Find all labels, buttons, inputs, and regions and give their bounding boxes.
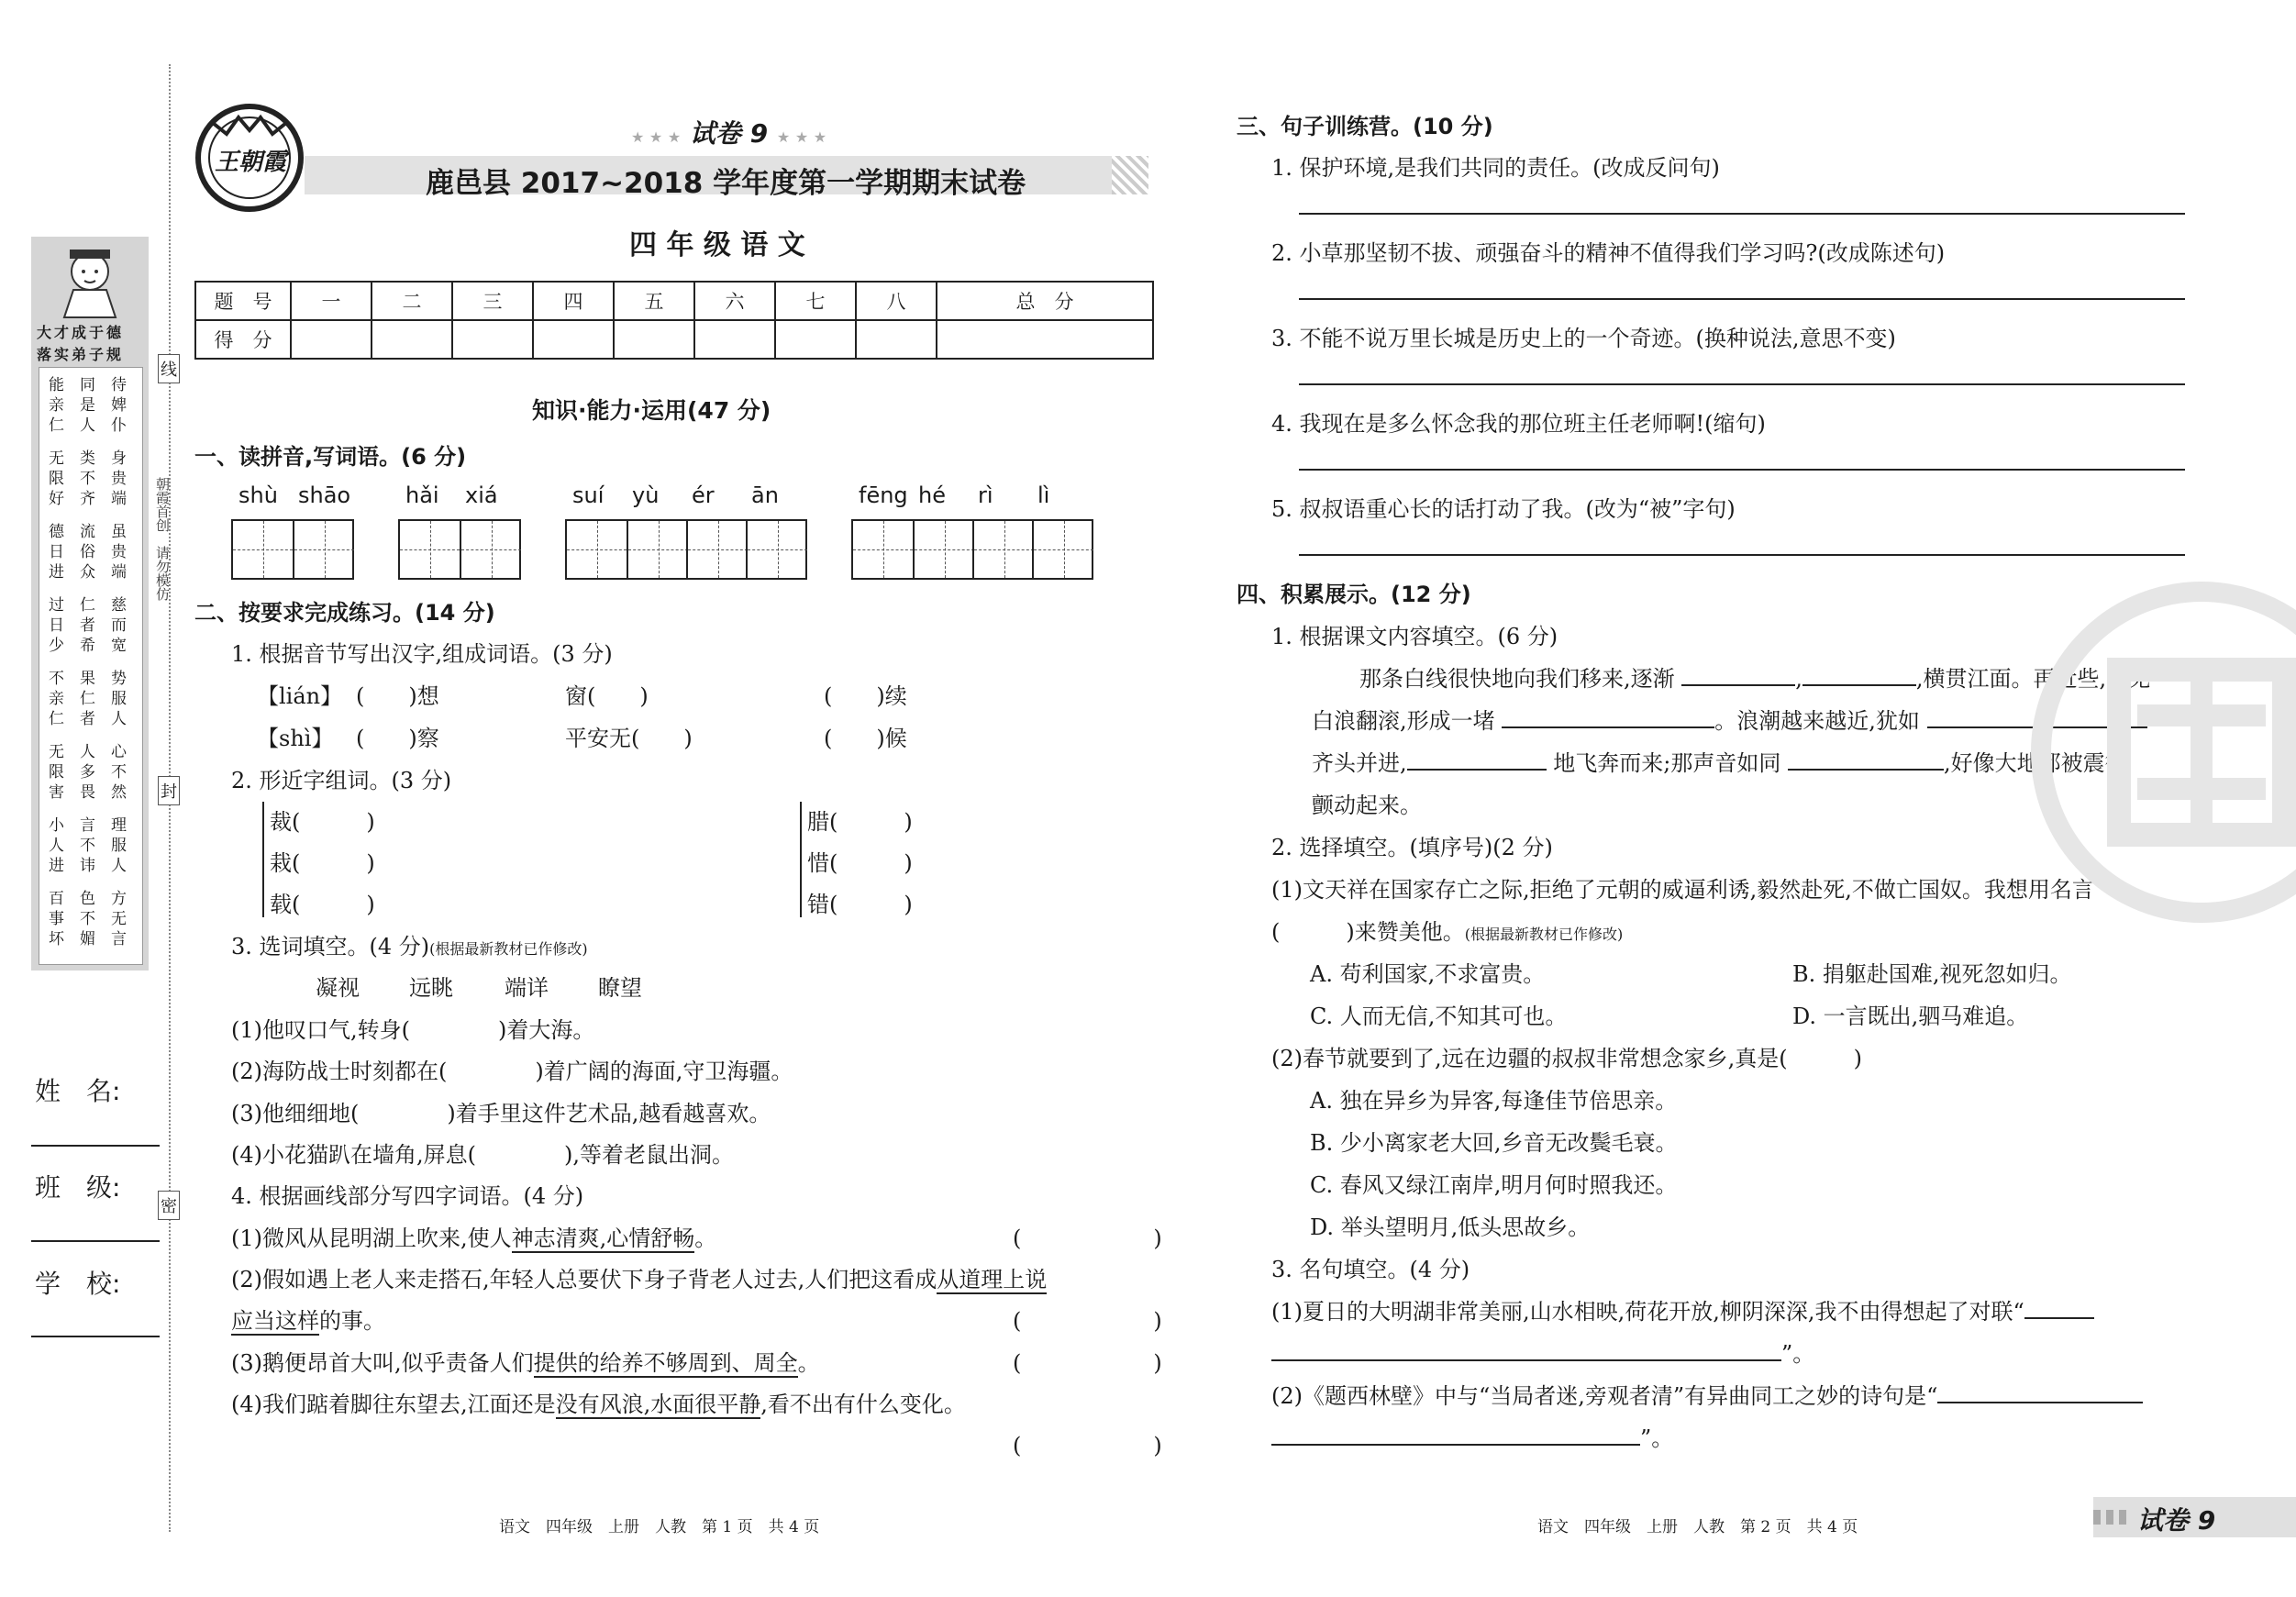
q4-s2-q1-opt-a: A. 苟利国家,不求富贵。 bbox=[1310, 961, 1546, 987]
writing-cell[interactable] bbox=[567, 521, 627, 578]
q4-s2-q2[interactable]: (2)春节就要到了,远在边疆的叔叔非常想念家乡,真是( ) bbox=[1271, 1046, 1862, 1071]
q2-s4-i4-a: (4)我们踮着脚往东望去,江面还是 bbox=[231, 1392, 556, 1417]
poem-column: 虽贵端 bbox=[111, 523, 127, 582]
poem-column: 百事坏 bbox=[49, 890, 64, 948]
q4-p1-c: ,横贯江面。再近些,只见 bbox=[1915, 666, 2151, 692]
q2-s1-r2-tag: 【shì】 bbox=[257, 726, 334, 751]
poem-column: 仁者希 bbox=[80, 596, 95, 655]
school-label: 学 校: bbox=[35, 1269, 121, 1299]
pinyin-syllable: suí bbox=[572, 482, 605, 508]
q4-s2-title: 2. 选择填空。(填序号)(2 分) bbox=[1271, 835, 1553, 860]
writing-grid[interactable] bbox=[565, 519, 807, 580]
score-cell[interactable] bbox=[372, 320, 452, 359]
q2-s1-r2-c[interactable]: ( )候 bbox=[824, 726, 907, 751]
q3-answer-4[interactable] bbox=[1299, 469, 2185, 471]
q2-s4-i1-a: (1)微风从昆明湖上吹来,使人 bbox=[231, 1225, 512, 1251]
q4-s2-q2-opt-d: D. 举头望明月,低头思故乡。 bbox=[1310, 1214, 1591, 1240]
guide-line bbox=[263, 521, 264, 578]
q4-s3-q2-a: (2)《题西林壁》中与“当局者迷,旁观者清”有异曲同工之妙的诗句是“ bbox=[1271, 1383, 1938, 1409]
pinyin-syllable: shù bbox=[238, 482, 278, 508]
poem-column: 理服人 bbox=[111, 816, 127, 875]
q4-s2-q1-b[interactable]: ( )来赞美他。 bbox=[1271, 919, 1465, 945]
q4-s1-title: 1. 根据课文内容填空。(6 分) bbox=[1271, 624, 1558, 649]
part-title: 知识·能力·运用(47 分) bbox=[532, 397, 771, 424]
guide-line bbox=[325, 521, 326, 578]
q2-s2-r3[interactable]: 错( ) bbox=[807, 892, 913, 917]
score-head-cell: 一 bbox=[291, 282, 372, 320]
q2-s4-item-2 bbox=[231, 1261, 1047, 1293]
q4-s3-blank-3[interactable] bbox=[1937, 1402, 2143, 1403]
score-cell[interactable] bbox=[775, 320, 856, 359]
pinyin-syllable: yù bbox=[632, 482, 660, 508]
scholar-figure-icon bbox=[51, 244, 128, 319]
q2-s2-l2[interactable]: 栽( ) bbox=[270, 850, 375, 876]
fold-mark-1: 线 bbox=[158, 354, 180, 383]
writing-cell[interactable] bbox=[972, 521, 1034, 578]
class-label: 班 级: bbox=[35, 1172, 121, 1203]
q4-s2-q2-opt-c: C. 春风又绿江南岸,明月何时照我还。 bbox=[1310, 1172, 1678, 1198]
q2-s4-i2-a: (2)假如遇上老人来走搭石,年轻人总要伏下身子背老人过去,人们把这看成 bbox=[231, 1267, 937, 1292]
guide-line bbox=[492, 521, 493, 578]
writing-cell[interactable] bbox=[853, 521, 913, 578]
q2-s4-i4-u: 没有风浪,水面很平静 bbox=[555, 1392, 761, 1417]
q4-s2-q1-note: (根据最新教材已作修改) bbox=[1464, 926, 1624, 943]
poem-column: 不亲仁 bbox=[49, 670, 64, 728]
q4-s3-q1-line2 bbox=[1271, 1336, 1814, 1368]
writing-cell[interactable] bbox=[746, 521, 807, 578]
logo-text: 王朝霞 bbox=[215, 149, 287, 176]
writing-grid[interactable] bbox=[231, 519, 354, 580]
q4-blank-3[interactable] bbox=[1502, 726, 1714, 728]
writing-cell[interactable] bbox=[913, 521, 974, 578]
score-cell[interactable] bbox=[291, 320, 372, 359]
writing-cell[interactable] bbox=[686, 521, 748, 578]
score-cell[interactable] bbox=[856, 320, 937, 359]
guide-line bbox=[718, 521, 719, 578]
poem-column: 小人进 bbox=[49, 816, 64, 875]
q3-item-2: 2. 小草那坚韧不拔、顽强奋斗的精神不值得我们学习吗?(改成陈述句) bbox=[1271, 240, 1946, 266]
score-head-cell: 六 bbox=[694, 282, 775, 320]
score-head-cell: 四 bbox=[533, 282, 614, 320]
q4-s2-q1-a: (1)文天祥在国家存亡之际,拒绝了元朝的威逼利诱,毅然赴死,不做亡国奴。我想用名言 bbox=[1271, 877, 2094, 903]
q2-s4-i2-b: 的事。 bbox=[319, 1308, 385, 1334]
pinyin-syllable: hé bbox=[918, 482, 946, 508]
q4-s3-q1-b: ”。 bbox=[1781, 1341, 1815, 1367]
sidebar-motto-box bbox=[31, 237, 149, 970]
pinyin-syllable: lì bbox=[1037, 482, 1050, 508]
q4-p3-c: ,好像大地都被震得 bbox=[1944, 750, 2127, 776]
q2-s4-title: 4. 根据画线部分写四字词语。(4 分) bbox=[231, 1183, 584, 1209]
fold-note: 朝霞首创 请勿模仿 bbox=[154, 477, 171, 601]
q2-s4-i4-b: ,看不出有什么变化。 bbox=[760, 1392, 966, 1417]
fold-mark-3: 密 bbox=[158, 1191, 180, 1220]
q2-s4-i3-b: 。 bbox=[797, 1350, 820, 1376]
score-cell[interactable] bbox=[694, 320, 775, 359]
pinyin-syllable: ér bbox=[692, 482, 715, 508]
q4-s2-q1-opt-c: C. 人而无信,不知其可也。 bbox=[1310, 1004, 1568, 1029]
poem-column: 方无言 bbox=[111, 890, 127, 948]
q2-s1-r1-tag: 【lián】 bbox=[257, 683, 343, 709]
q4-s2-q2-opt-a: A. 独在异乡为异客,每逢佳节倍思亲。 bbox=[1310, 1088, 1678, 1114]
q4-s2-q1-b-wrap bbox=[1271, 914, 1623, 946]
sidebar-poem bbox=[39, 367, 143, 965]
q2-s3-item-2[interactable]: (2)海防战士时刻都在( )着广阔的海面,守卫海疆。 bbox=[231, 1059, 793, 1084]
q2-s2-l3[interactable]: 载( ) bbox=[270, 892, 375, 917]
poem-column: 果仁者 bbox=[80, 670, 95, 728]
corner-squares bbox=[2093, 1510, 2130, 1525]
sidebar-motto-2: 落实弟子规 bbox=[37, 346, 125, 363]
q2-s4-item-3 bbox=[231, 1345, 820, 1377]
q2-s4-i3-a: (3)鹅便昂首大叫,似乎责备人们 bbox=[231, 1350, 534, 1376]
q2-s1-r2-b[interactable]: 平安无( ) bbox=[565, 726, 693, 751]
pinyin-syllable: xiá bbox=[465, 482, 498, 508]
q2-s4-i3-u: 提供的给养不够周到、周全 bbox=[533, 1350, 798, 1376]
q2-s4-paren-2[interactable]: ( ) bbox=[1013, 1308, 1162, 1334]
q4-blank-1[interactable] bbox=[1681, 684, 1795, 686]
q3-item-1: 1. 保护环境,是我们共同的责任。(改成反问句) bbox=[1271, 155, 1720, 181]
q2-s4-item-4 bbox=[231, 1386, 966, 1418]
q4-title: 四、积累展示。(12 分) bbox=[1237, 582, 1471, 607]
score-table bbox=[194, 281, 1154, 360]
score-cell[interactable] bbox=[452, 320, 533, 359]
q2-s3-item-1[interactable]: (1)他叹口气,转身( )着大海。 bbox=[231, 1017, 595, 1043]
q3-answer-2[interactable] bbox=[1299, 298, 2185, 300]
q3-item-5: 5. 叔叔语重心长的话打动了我。(改为“被”字句) bbox=[1271, 496, 1736, 522]
pinyin-syllable: hǎi bbox=[405, 482, 439, 508]
q2-s1-r1-b[interactable]: 窗( ) bbox=[565, 683, 649, 709]
score-head-cell: 五 bbox=[614, 282, 694, 320]
q2-s4-i2-u2: 应当这样 bbox=[231, 1308, 319, 1334]
q2-s4-i2-u1: 从道理上说 bbox=[937, 1267, 1048, 1292]
banner-pattern bbox=[1112, 156, 1148, 194]
q4-s2-q1-opt-d: D. 一言既出,驷马难追。 bbox=[1792, 1004, 2029, 1029]
q2-s3-word-1: 凝视 bbox=[316, 975, 360, 1001]
guide-line bbox=[659, 521, 660, 578]
score-cell[interactable] bbox=[533, 320, 614, 359]
pinyin-syllable: shāo bbox=[298, 482, 351, 508]
q4-s1-p4: 颤动起来。 bbox=[1312, 793, 1422, 818]
poem-column: 能亲仁 bbox=[49, 376, 64, 435]
q2-s2-r2[interactable]: 惜( ) bbox=[807, 850, 913, 876]
exam-subtitle: 四 年 级 语 文 bbox=[629, 229, 805, 261]
q2-s3-title-text: 3. 选词填空。(4 分) bbox=[231, 934, 430, 959]
writing-cell[interactable] bbox=[400, 521, 460, 578]
q2-s4-item-1 bbox=[231, 1220, 716, 1252]
poem-column: 色不媚 bbox=[80, 890, 95, 948]
q3-title: 三、句子训练营。(10 分) bbox=[1237, 114, 1493, 139]
right-footer: 语文 四年级 上册 人教 第 2 页 共 4 页 bbox=[1537, 1518, 1858, 1536]
guide-line bbox=[883, 521, 884, 578]
score-cell[interactable] bbox=[614, 320, 694, 359]
q2-s4-paren-1[interactable]: ( ) bbox=[1013, 1225, 1162, 1251]
q4-p2-a: 白浪翻滚,形成一堵 bbox=[1312, 708, 1495, 734]
q4-blank-5[interactable] bbox=[1407, 769, 1547, 771]
q4-p2-b: 。浪潮越来越近,犹如 bbox=[1714, 708, 1920, 734]
q3-item-3: 3. 不能不说万里长城是历史上的一个奇迹。(换种说法,意思不变) bbox=[1271, 326, 1896, 351]
sidebar-motto-1: 大才成于德 bbox=[37, 324, 125, 341]
guide-line bbox=[430, 521, 431, 578]
q2-title: 二、按要求完成练习。(14 分) bbox=[194, 600, 495, 626]
pinyin-syllable: fēng bbox=[859, 482, 908, 508]
q2-s3-word-2: 远眺 bbox=[409, 975, 453, 1001]
poem-column: 同是人 bbox=[80, 376, 95, 435]
q4-p1-b: , bbox=[1795, 666, 1802, 692]
q2-s4-item-2b bbox=[231, 1303, 385, 1335]
q2-s3-word-3: 端详 bbox=[505, 975, 549, 1001]
writing-cell[interactable] bbox=[460, 521, 521, 578]
score-value-row bbox=[195, 320, 1153, 359]
writing-grid[interactable] bbox=[851, 519, 1093, 580]
q2-s2-l1[interactable]: 裁( ) bbox=[270, 809, 375, 835]
q4-s3-title: 3. 名句填空。(4 分) bbox=[1271, 1257, 1470, 1282]
q4-s3-blank-2[interactable] bbox=[1271, 1359, 1781, 1361]
q2-s3-item-4[interactable]: (4)小花猫趴在墙角,屏息( ),等着老鼠出洞。 bbox=[231, 1142, 734, 1168]
guide-line bbox=[597, 521, 598, 578]
q2-s4-paren-4[interactable]: ( ) bbox=[1013, 1433, 1162, 1458]
q4-s1-p2 bbox=[1312, 703, 2147, 735]
score-head-cell: 八 bbox=[856, 282, 937, 320]
score-cell[interactable] bbox=[937, 320, 1153, 359]
q2-s1-r1-a[interactable]: ( )想 bbox=[356, 683, 439, 709]
q4-s3-q2-line2 bbox=[1271, 1420, 1673, 1452]
poem-column: 过日少 bbox=[49, 596, 64, 655]
q4-s2-q1-opt-b: B. 捐躯赴国难,视死忽如归。 bbox=[1792, 961, 2072, 987]
score-head-cell: 七 bbox=[775, 282, 856, 320]
writing-cell[interactable] bbox=[233, 521, 293, 578]
paper-number: ★ ★ ★ 试卷 9 ★ ★ ★ bbox=[631, 118, 827, 149]
left-footer: 语文 四年级 上册 人教 第 1 页 共 4 页 bbox=[499, 1518, 820, 1536]
q4-s3-q1-a: (1)夏日的大明湖非常美丽,山水相映,荷花开放,柳阴深深,我不由得想起了对联“ bbox=[1271, 1299, 2024, 1325]
q2-s4-i1-b: 。 bbox=[694, 1225, 717, 1251]
poem-column: 身贵端 bbox=[111, 449, 127, 508]
exam-title: 鹿邑县 2017~2018 学年度第一学期期末试卷 bbox=[426, 167, 1026, 200]
q4-blank-2[interactable] bbox=[1802, 684, 1916, 686]
q4-p3-b: 地飞奔而来;那声音如同 bbox=[1553, 750, 1781, 776]
poem-column: 流俗众 bbox=[80, 523, 95, 582]
corner-tag: 试卷 9 bbox=[2137, 1505, 2216, 1536]
poem-column: 慈而宽 bbox=[111, 596, 127, 655]
q2-s3-note: (根据最新教材已作修改) bbox=[429, 940, 588, 958]
q2-s3-word-4: 瞭望 bbox=[598, 975, 642, 1001]
watermark-seal-icon bbox=[2027, 578, 2296, 926]
poem-column: 德日进 bbox=[49, 523, 64, 582]
name-label: 姓 名: bbox=[35, 1076, 121, 1106]
q4-blank-6[interactable] bbox=[1788, 769, 1944, 771]
score-head-total: 总 分 bbox=[937, 282, 1153, 320]
poem-column: 人多畏 bbox=[80, 743, 95, 802]
q3-answer-3[interactable] bbox=[1299, 383, 2185, 385]
name-field[interactable] bbox=[31, 1145, 160, 1147]
score-head-cell: 二 bbox=[372, 282, 452, 320]
guide-line bbox=[1004, 521, 1005, 578]
brace-left bbox=[262, 802, 264, 917]
writing-cell[interactable] bbox=[293, 521, 354, 578]
guide-line bbox=[945, 521, 946, 578]
q2-s4-paren-3[interactable]: ( ) bbox=[1013, 1350, 1162, 1376]
q4-s1-p3 bbox=[1312, 745, 2127, 777]
q4-s2-q2-opt-b: B. 少小离家老大回,乡音无改鬓毛衰。 bbox=[1310, 1130, 1678, 1156]
q4-s3-blank-4[interactable] bbox=[1271, 1444, 1640, 1446]
writing-grid[interactable] bbox=[398, 519, 521, 580]
q3-answer-5[interactable] bbox=[1299, 554, 2185, 556]
pinyin-syllable: rì bbox=[978, 482, 993, 508]
q2-s1-r1-c[interactable]: ( )续 bbox=[824, 683, 907, 709]
poem-column: 心不然 bbox=[111, 743, 127, 802]
q4-s3-q2-b: ”。 bbox=[1640, 1425, 1674, 1451]
fold-mark-2: 封 bbox=[158, 776, 180, 805]
class-field[interactable] bbox=[31, 1240, 160, 1242]
q3-answer-1[interactable] bbox=[1299, 213, 2185, 215]
q2-s4-i1-u: 神志清爽,心情舒畅 bbox=[511, 1225, 695, 1251]
poem-column: 类不齐 bbox=[80, 449, 95, 508]
score-head-label: 题 号 bbox=[195, 282, 291, 320]
writing-cell[interactable] bbox=[627, 521, 688, 578]
poem-column: 待婢仆 bbox=[111, 376, 127, 435]
brace-right bbox=[800, 802, 802, 917]
q2-s1-title: 1. 根据音节写出汉字,组成词语。(3 分) bbox=[231, 641, 613, 667]
guide-line bbox=[778, 521, 779, 578]
poem-column: 无限害 bbox=[49, 743, 64, 802]
paper-tag: 试卷 9 bbox=[689, 118, 769, 149]
school-field[interactable] bbox=[31, 1336, 160, 1337]
q3-item-4: 4. 我现在是多么怀念我的那位班主任老师啊!(缩句) bbox=[1271, 411, 1766, 437]
q2-s3-title bbox=[231, 928, 588, 960]
q4-p3-a: 齐头并进, bbox=[1312, 750, 1407, 776]
q2-s2-r1[interactable]: 腊( ) bbox=[807, 809, 913, 835]
q2-s2-title: 2. 形近字组词。(3 分) bbox=[231, 768, 452, 793]
guide-line bbox=[1064, 521, 1065, 578]
poem-column: 言不讳 bbox=[80, 816, 95, 875]
q4-s3-q2 bbox=[1271, 1378, 2143, 1410]
q2-s3-item-3[interactable]: (3)他细细地( )着手里这件艺术品,越看越喜欢。 bbox=[231, 1101, 771, 1126]
q4-p1-a: 那条白线很快地向我们移来,逐渐 bbox=[1359, 666, 1675, 692]
q2-s1-r2-a[interactable]: ( )察 bbox=[356, 726, 439, 751]
poem-column: 势服人 bbox=[111, 670, 127, 728]
q1-title: 一、读拼音,写词语。(6 分) bbox=[194, 444, 467, 470]
poem-column: 无限好 bbox=[49, 449, 64, 508]
q4-s3-blank-1[interactable] bbox=[2024, 1317, 2094, 1319]
logo bbox=[194, 103, 305, 213]
score-row-label: 得 分 bbox=[195, 320, 291, 359]
writing-cell[interactable] bbox=[1032, 521, 1093, 578]
q4-s3-q1 bbox=[1271, 1293, 2094, 1325]
score-header-row bbox=[195, 282, 1153, 320]
pinyin-syllable: ān bbox=[751, 482, 779, 508]
score-head-cell: 三 bbox=[452, 282, 533, 320]
